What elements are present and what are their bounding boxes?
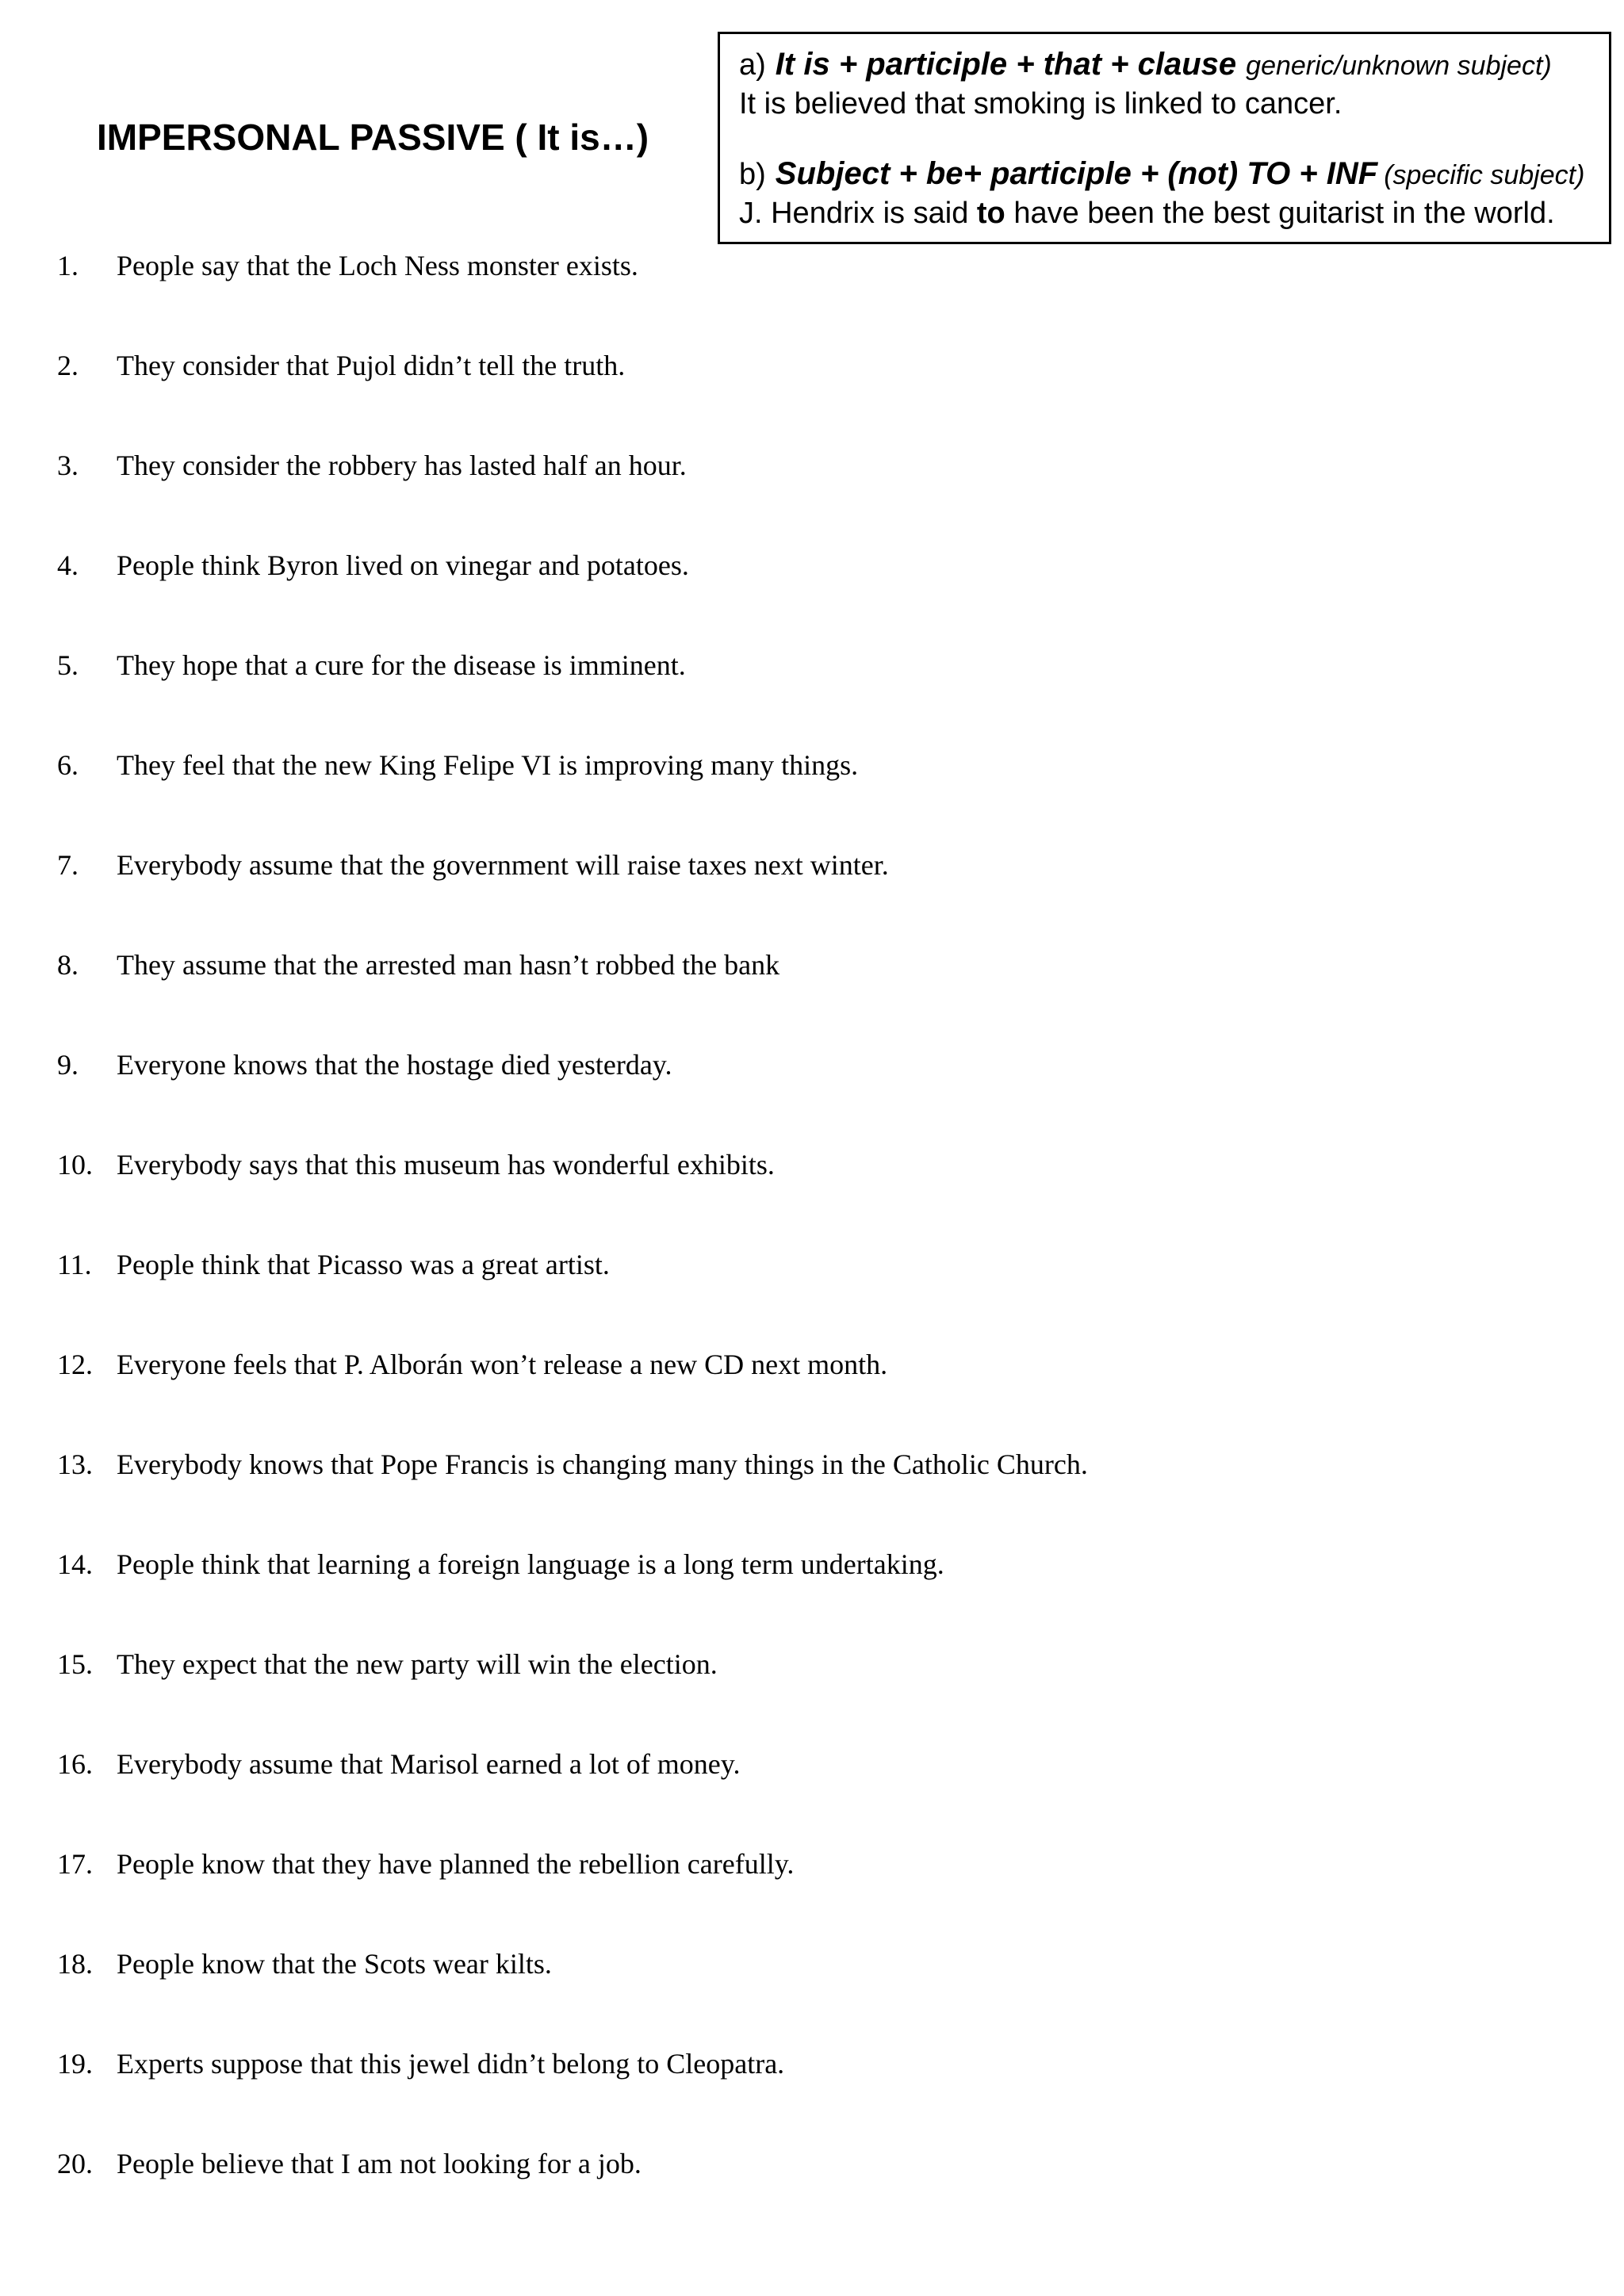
exercise-sentence: People believe that I am not looking for a job.: [117, 2148, 642, 2179]
exercise-number: 11.: [57, 1249, 92, 1280]
exercise-sentence: Experts suppose that this jewel didn’t belong to Cleopatra.: [117, 2048, 785, 2080]
rule-b-formula-line: [739, 155, 1609, 194]
exercise-sentence: They consider the robbery has lasted half an hour.: [117, 450, 687, 481]
exercise-number: 18.: [57, 1948, 93, 1980]
exercise-sentence: They hope that a cure for the disease is imminent.: [117, 649, 686, 681]
rule-a-note: generic/unknown subject): [1246, 51, 1552, 81]
exercise-sentence: People think that learning a foreign language is a long term undertaking.: [117, 1548, 944, 1580]
rule-a-formula-line: [739, 45, 1609, 85]
rule-a-example: It is believed that smoking is linked to cancer.: [739, 87, 1342, 121]
rule-b-note: (specific subject): [1384, 160, 1585, 190]
exercise-sentence: Everybody says that this museum has wonderful exhibits.: [117, 1149, 775, 1181]
exercise-number: 9.: [57, 1049, 79, 1081]
exercise-number: 7.: [57, 849, 79, 881]
exercise-number: 2.: [57, 350, 79, 381]
exercise-number: 17.: [57, 1848, 93, 1880]
grammar-rule-box: [718, 32, 1611, 244]
exercise-number: 19.: [57, 2048, 93, 2080]
rule-b-example-start: J. Hendrix is said: [739, 197, 969, 230]
exercise-number: 8.: [57, 949, 79, 981]
exercise-number: 5.: [57, 649, 79, 681]
exercise-sentence: Everybody assume that Marisol earned a lot of money.: [117, 1748, 741, 1780]
exercise-number: 15.: [57, 1648, 93, 1680]
exercise-number: 1.: [57, 250, 79, 281]
rule-b-example-to: to: [976, 197, 1005, 230]
rule-b-example: [739, 194, 1609, 232]
exercise-sentence: Everyone feels that P. Alborán won’t release a new CD next month.: [117, 1349, 888, 1380]
exercise-number: 4.: [57, 549, 79, 581]
rule-a-label: a): [739, 48, 766, 82]
exercise-sentence: People think Byron lived on vinegar and potatoes.: [117, 549, 689, 581]
exercise-sentence: People say that the Loch Ness monster exists.: [117, 250, 638, 281]
rule-b-example-end: have been the best guitarist in the world.: [1013, 197, 1555, 230]
exercise-sentence: People know that the Scots wear kilts.: [117, 1948, 552, 1980]
rule-b-formula: Subject + be+ participle + (not) TO + INF: [775, 156, 1378, 191]
exercise-number: 13.: [57, 1448, 93, 1480]
exercise-number: 3.: [57, 450, 79, 481]
exercise-number: 14.: [57, 1548, 93, 1580]
exercise-sentence: Everyone knows that the hostage died yesterday.: [117, 1049, 672, 1081]
exercise-number: 16.: [57, 1748, 93, 1780]
rule-a-formula: It is + participle + that + clause: [775, 47, 1237, 82]
exercise-number: 6.: [57, 749, 79, 781]
exercise-number: 10.: [57, 1149, 93, 1181]
exercise-sentence: They feel that the new King Felipe VI is improving many things.: [117, 749, 859, 781]
page-title: IMPERSONAL PASSIVE ( It is…): [97, 117, 649, 158]
exercise-sentence: Everybody assume that the government will raise taxes next winter.: [117, 849, 889, 881]
exercise-number: 20.: [57, 2148, 93, 2179]
exercise-sentence: People think that Picasso was a great artist.: [117, 1249, 610, 1280]
exercise-sentence: They consider that Pujol didn’t tell the truth.: [117, 350, 626, 381]
exercise-sentence: People know that they have planned the rebellion carefully.: [117, 1848, 795, 1880]
exercise-sentence: They assume that the arrested man hasn’t robbed the bank: [117, 949, 780, 981]
exercise-sentence: Everybody knows that Pope Francis is changing many things in the Catholic Church.: [117, 1448, 1088, 1480]
exercise-sentence: They expect that the new party will win the election.: [117, 1648, 718, 1680]
exercise-number: 12.: [57, 1349, 93, 1380]
rule-b-label: b): [739, 158, 766, 191]
